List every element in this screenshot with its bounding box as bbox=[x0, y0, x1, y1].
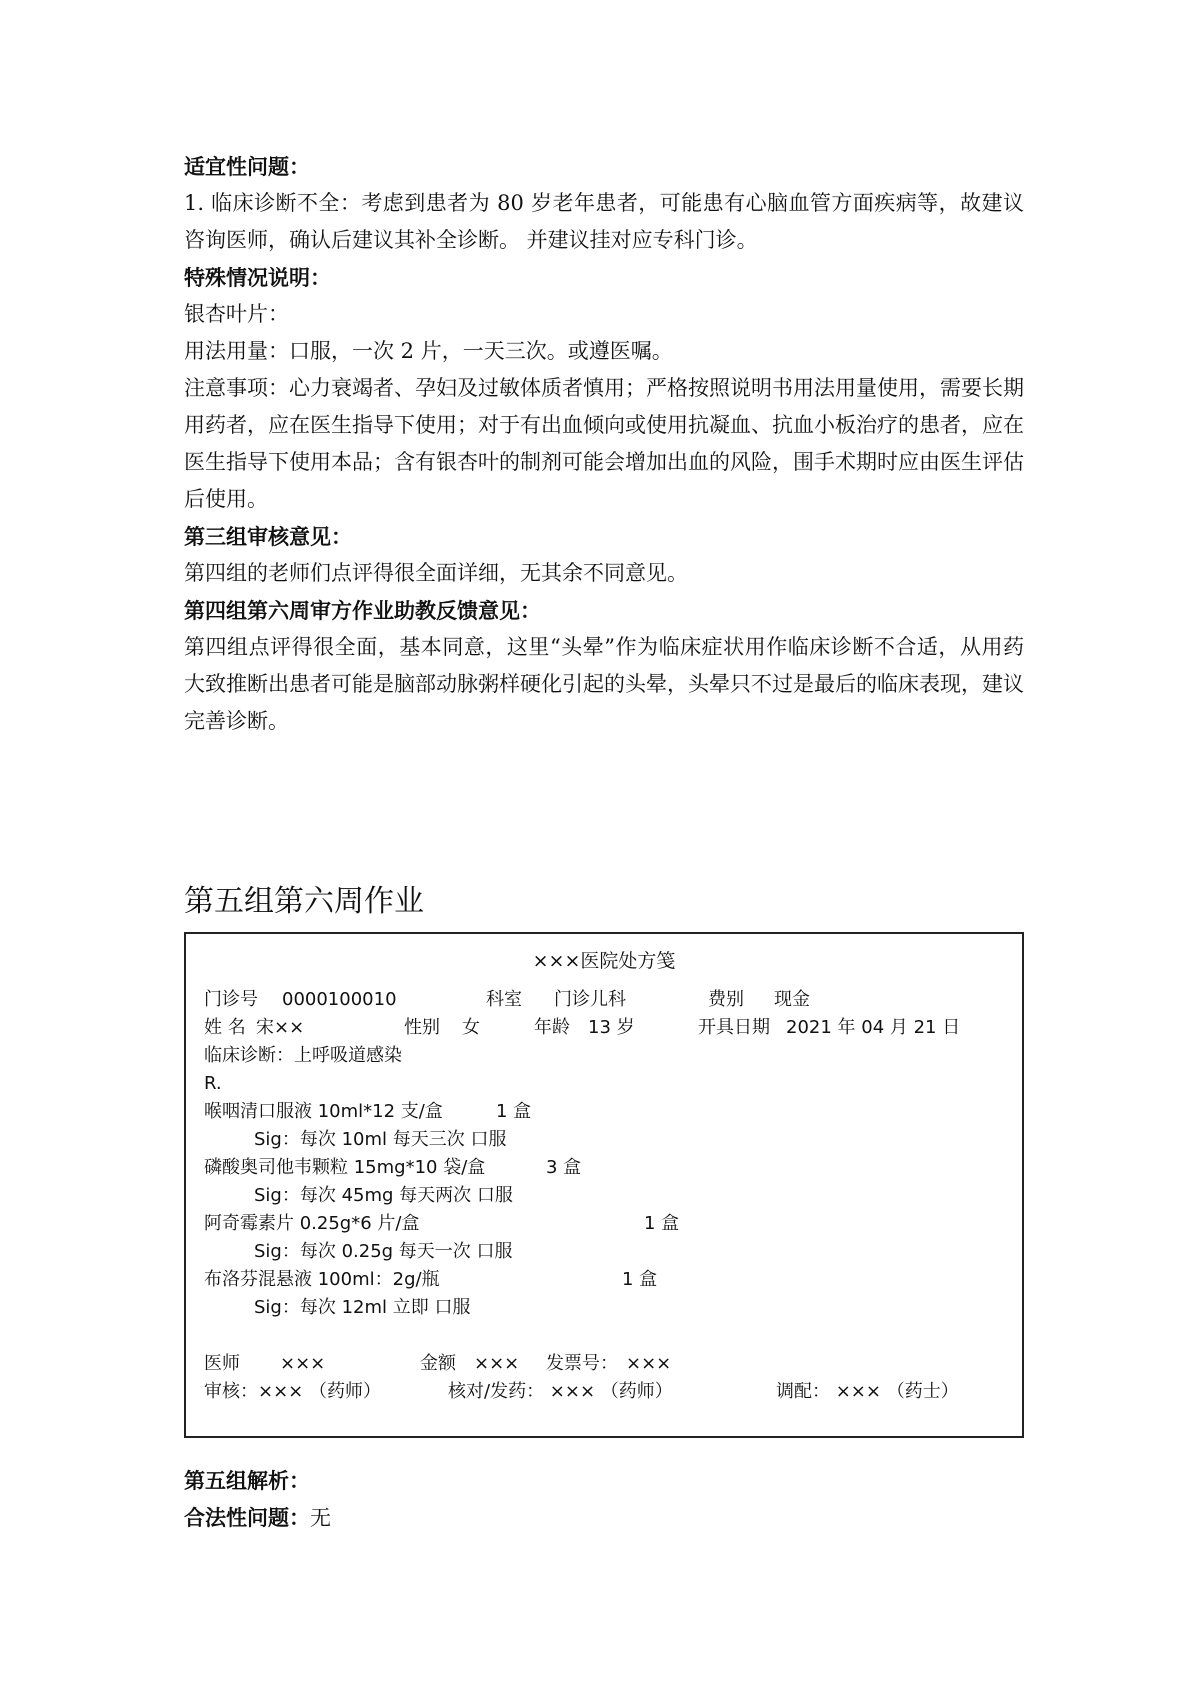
invoice: ××× bbox=[626, 1353, 672, 1374]
heading-group3: 第三组审核意见： bbox=[184, 524, 352, 549]
fee-label: 费别 bbox=[708, 989, 744, 1010]
dept-label: 科室 bbox=[486, 989, 522, 1010]
sex: 女 bbox=[462, 1017, 480, 1038]
sex-label: 性别 bbox=[404, 1017, 440, 1038]
page-heading: 第五组第六周作业 bbox=[184, 884, 424, 919]
rx-row-header2 bbox=[204, 1014, 1004, 1042]
r-mark: R. bbox=[204, 1073, 222, 1094]
rx-row-header1 bbox=[204, 986, 1004, 1014]
drug-4-qty: 1 盒 bbox=[622, 1269, 658, 1290]
drug-usage: 用法用量：口服，一次 2 片，一天三次。或遵医嘱。 bbox=[184, 339, 673, 363]
doctor-label: 医师 bbox=[204, 1353, 240, 1374]
prescription-title: ×××医院处方笺 bbox=[532, 950, 676, 972]
drug-1-qty: 1 盒 bbox=[496, 1101, 532, 1122]
rx-row-footer2 bbox=[204, 1378, 1004, 1406]
heading-suitability: 适宜性问题： bbox=[184, 154, 310, 179]
heading-analysis: 第五组解析： bbox=[184, 1468, 310, 1493]
drug-2-name: 磷酸奥司他韦颗粒 15mg*10 袋/盒 bbox=[204, 1157, 486, 1178]
legality-value: 无 bbox=[310, 1506, 331, 1530]
drug-name: 银杏叶片： bbox=[184, 302, 289, 326]
group3-text: 第四组的老师们点评得很全面详细，无其余不同意见。 bbox=[184, 561, 688, 585]
date-label: 开具日期 bbox=[698, 1017, 770, 1038]
drug-3-name: 阿奇霉素片 0.25g*6 片/盒 bbox=[204, 1213, 420, 1234]
dept: 门诊儿科 bbox=[554, 989, 626, 1010]
heading-special: 特殊情况说明： bbox=[184, 265, 331, 290]
drug-3-qty: 1 盒 bbox=[644, 1213, 680, 1234]
rx-row-footer1 bbox=[204, 1350, 1004, 1378]
drug-1-sig: Sig：每次 10ml 每天三次 口服 bbox=[254, 1129, 507, 1150]
amount: ××× bbox=[474, 1353, 520, 1374]
section-group5-analysis bbox=[184, 1462, 1024, 1537]
suitability-item-1: 1. 临床诊断不全：考虑到患者为 80 岁老年患者，可能患有心脑血管方面疾病等，故建议咨询医师，确认后建议其补全诊断。 并建议挂对应专科门诊。 bbox=[184, 191, 1024, 252]
drug-2-qty: 3 盒 bbox=[546, 1157, 582, 1178]
review: 审核：××× （药师） bbox=[204, 1381, 381, 1402]
feedback-text: 第四组点评得很全面，基本同意，这里“头晕”作为临床症状用作临床诊断不合适，从用药大致推断出患者可能是脑部动脉粥样硬化引起的头晕，头晕只不过是最后的临床表现，建议完善诊断。 bbox=[184, 635, 1024, 733]
drug-1-name: 喉咽清口服液 10ml*12 支/盒 bbox=[204, 1101, 443, 1122]
legality-line bbox=[184, 1499, 1024, 1537]
section-group4-review bbox=[184, 148, 1024, 740]
drug-4-sig: Sig：每次 12ml 立即 口服 bbox=[254, 1297, 471, 1318]
legality-label: 合法性问题： bbox=[184, 1505, 310, 1530]
heading-feedback: 第四组第六周审方作业助教反馈意见： bbox=[184, 598, 541, 623]
name-label: 姓 名 bbox=[204, 1017, 246, 1038]
drug-caution: 注意事项：心力衰竭者、孕妇及过敏体质者慎用；严格按照说明书用法用量使用，需要长期用药者，应在医生指导下使用；对于有出血倾向或使用抗凝血、抗血小板治疗的患者，应在医生指导下使用本品；含有银杏叶的制剂可能会增加出血的风险，围手术期时应由医生评估后使用。 bbox=[184, 376, 1024, 511]
drug-4-name: 布洛芬混悬液 100ml：2g/瓶 bbox=[204, 1269, 440, 1290]
drug-2-sig: Sig：每次 45mg 每天两次 口服 bbox=[254, 1185, 513, 1206]
dispense: 调配： ××× （药士） bbox=[776, 1381, 959, 1402]
prescription-box bbox=[184, 932, 1024, 1438]
date: 2021 年 04 月 21 日 bbox=[786, 1017, 961, 1038]
patient-name: 宋×× bbox=[256, 1017, 305, 1038]
clinic-no-label: 门诊号 bbox=[204, 989, 258, 1010]
diagnosis: 临床诊断：上呼吸道感染 bbox=[204, 1045, 402, 1066]
doctor: ××× bbox=[280, 1353, 326, 1374]
age-label: 年龄 bbox=[534, 1017, 570, 1038]
check: 核对/发药： ××× （药师） bbox=[448, 1381, 673, 1402]
age: 13 岁 bbox=[588, 1017, 635, 1038]
amount-label: 金额 bbox=[420, 1353, 456, 1374]
fee: 现金 bbox=[774, 989, 810, 1010]
invoice-label: 发票号： bbox=[546, 1353, 618, 1374]
drug-3-sig: Sig：每次 0.25g 每天一次 口服 bbox=[254, 1241, 513, 1262]
clinic-no: 0000100010 bbox=[282, 989, 397, 1010]
